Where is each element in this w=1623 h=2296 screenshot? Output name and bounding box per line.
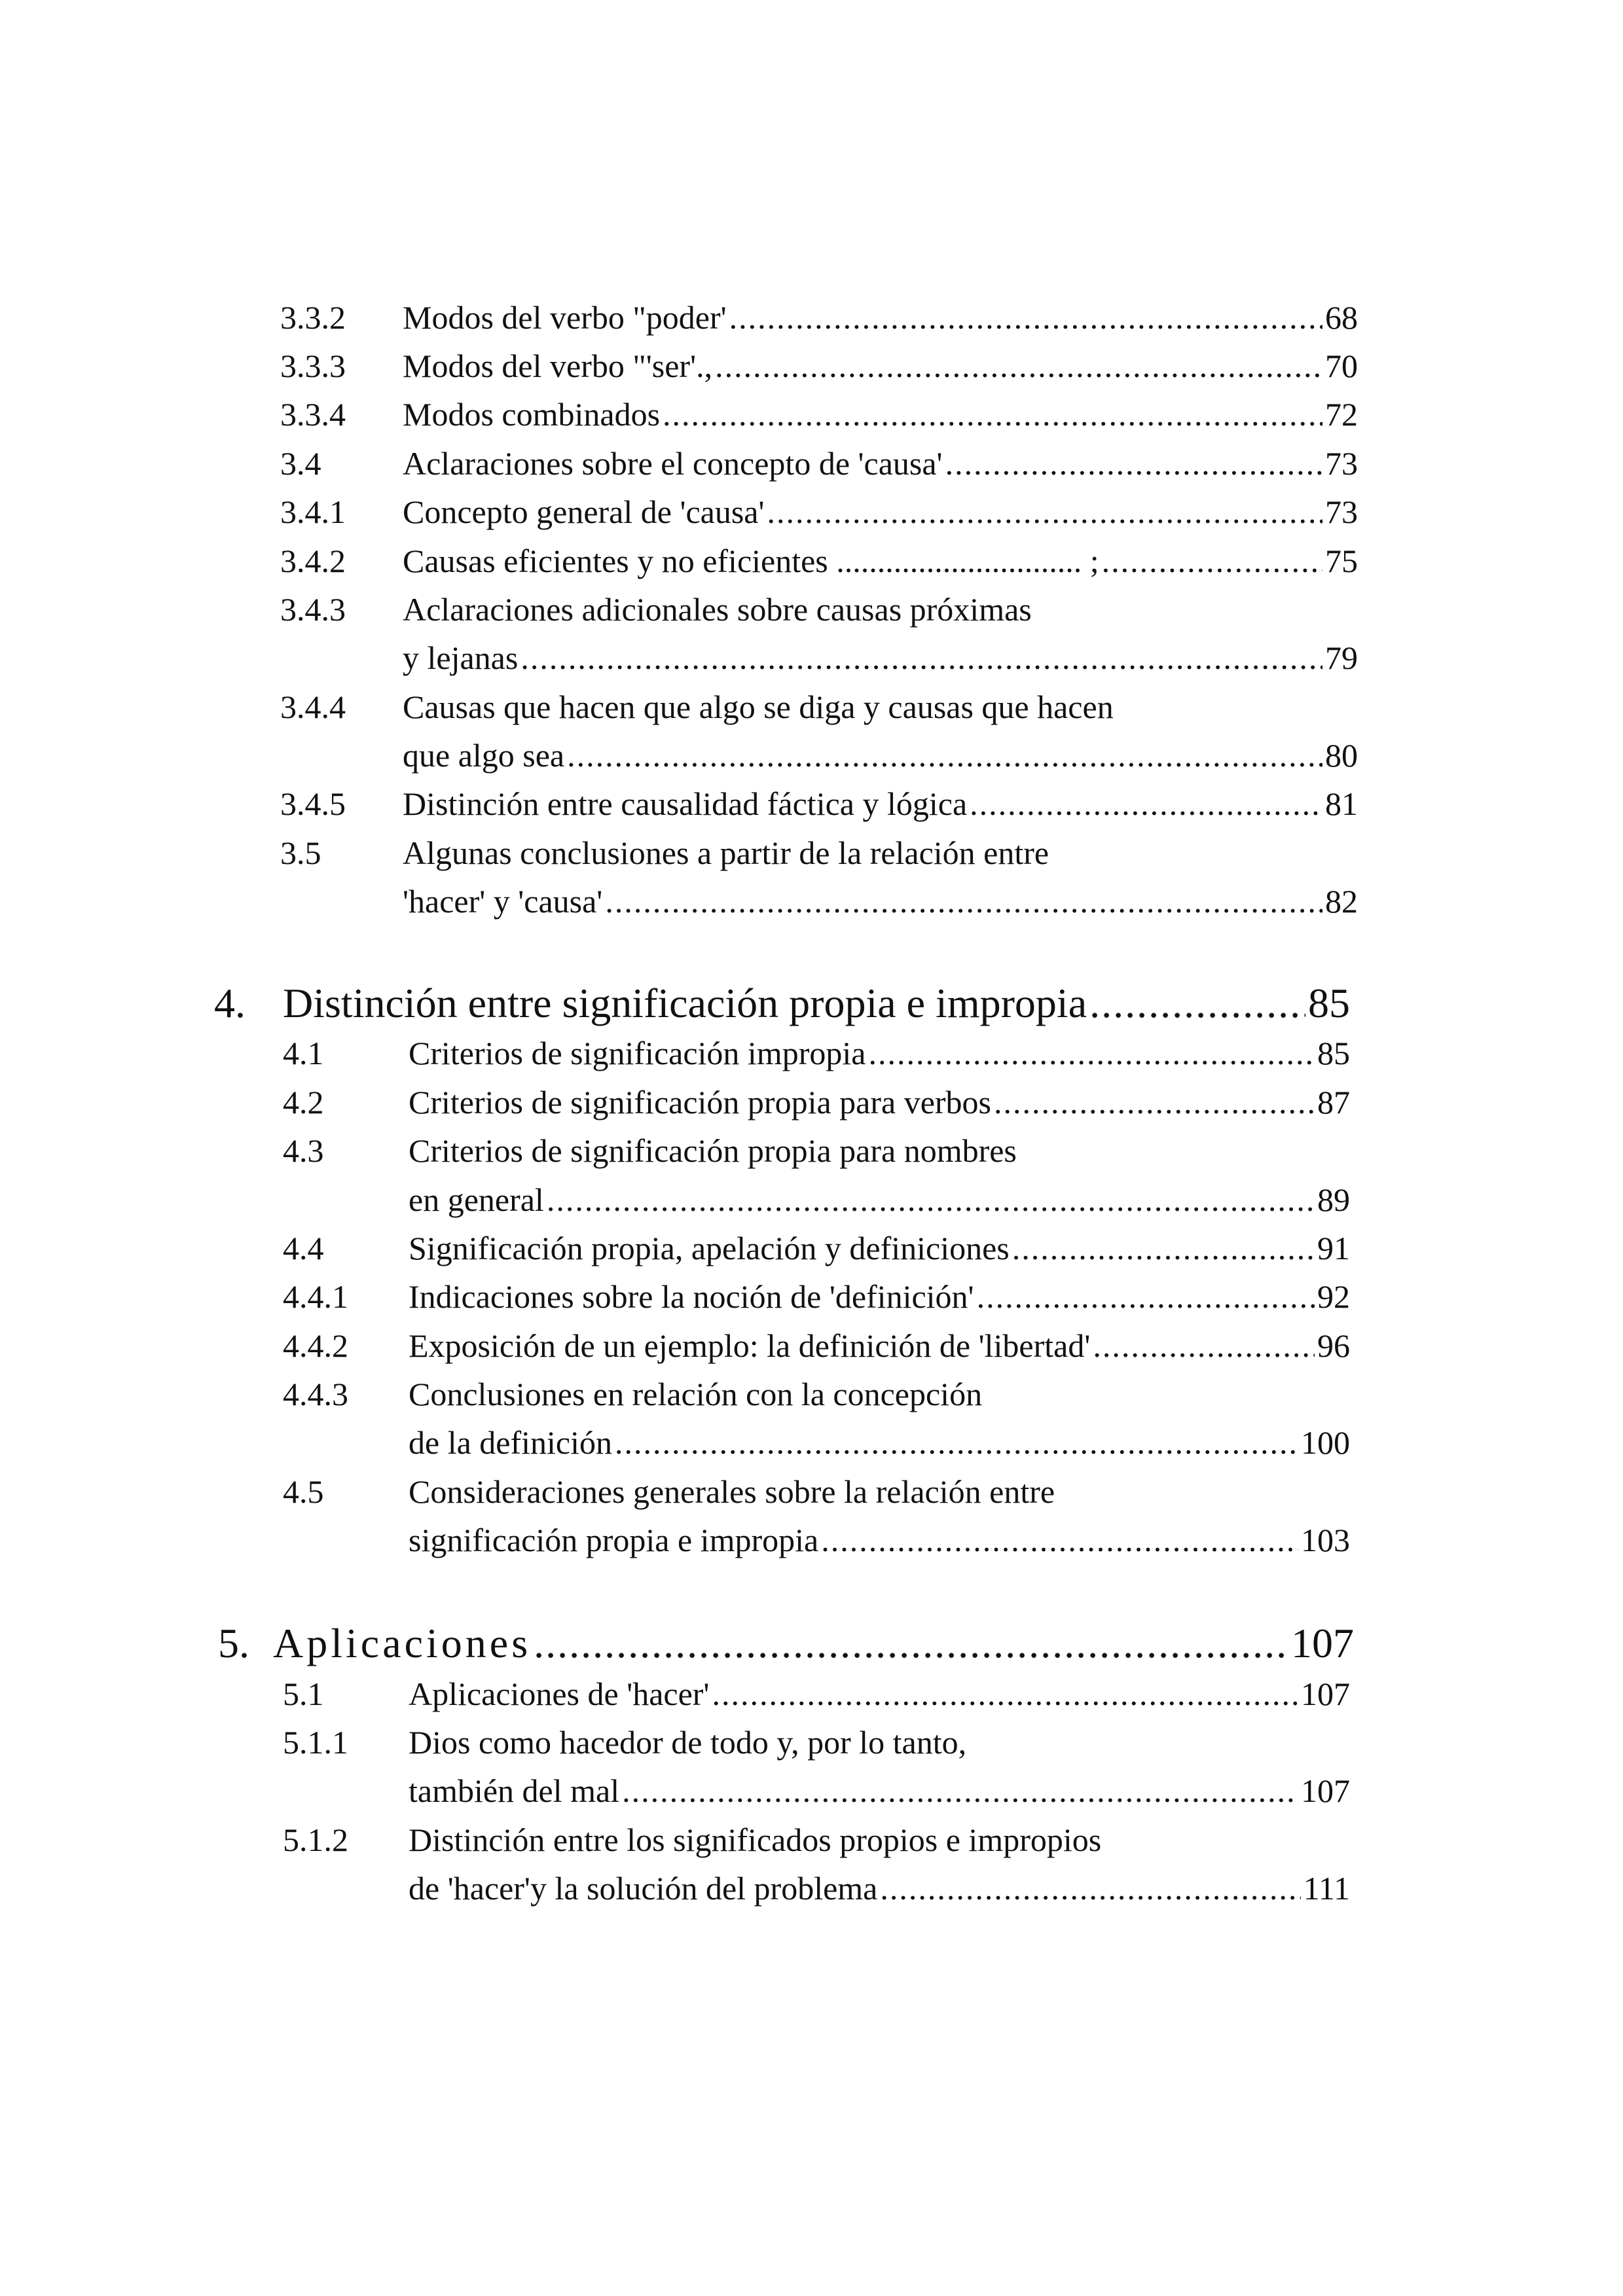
page-number: 81 <box>1325 785 1358 823</box>
entry-body <box>409 1181 1350 1219</box>
toc-entry <box>283 1078 1350 1126</box>
entry-body <box>403 688 1358 726</box>
toc-entry <box>283 1816 1350 1864</box>
entry-title-continuation: que algo sea <box>403 737 565 774</box>
page-number: 68 <box>1325 298 1358 336</box>
entry-title: Distinción entre causalidad fáctica y lógica <box>403 785 968 823</box>
dot-leader <box>615 1424 1298 1462</box>
dot-leader <box>1102 542 1322 580</box>
toc-entry-continuation <box>283 1175 1350 1224</box>
entry-title-continuation: en general <box>409 1181 544 1218</box>
toc-entry <box>283 1224 1350 1272</box>
entry-title: Algunas conclusiones a partir de la relación entre <box>403 834 1049 871</box>
entry-number: 4.1 <box>283 1035 324 1072</box>
page-number: 89 <box>1317 1181 1350 1218</box>
entry-title: Consideraciones generales sobre la relación entre <box>409 1473 1055 1510</box>
page-number: 100 <box>1301 1424 1350 1462</box>
dot-leader <box>547 1181 1315 1219</box>
dot-leader <box>1089 979 1305 1028</box>
entry-body <box>403 882 1358 920</box>
page-number: 75 <box>1325 542 1358 579</box>
toc-entry <box>283 1272 1350 1321</box>
page-number: 82 <box>1325 883 1358 920</box>
dot-leader <box>1093 1327 1315 1365</box>
entry-number: 4.2 <box>283 1083 324 1121</box>
entry-body <box>403 590 1358 628</box>
entry-title: Modos combinados <box>403 396 661 433</box>
dot-leader <box>605 882 1322 920</box>
toc-entry <box>280 488 1358 536</box>
entry-body <box>283 979 1350 1028</box>
entry-number: 4.4 <box>283 1229 324 1266</box>
entry-title: Distinción entre los significados propios e impropios <box>409 1821 1102 1858</box>
dot-leader <box>622 1772 1298 1810</box>
entry-title: Dios como hacedor de todo y, por lo tanto, <box>409 1723 967 1761</box>
entry-number: 3.4.4 <box>280 688 346 725</box>
dot-leader <box>970 785 1322 823</box>
entry-body <box>273 1619 1354 1668</box>
entry-body <box>403 395 1358 433</box>
dot-leader <box>868 1034 1315 1072</box>
entry-title: Aplicaciones de 'hacer' <box>409 1675 710 1712</box>
dot-leader <box>821 1521 1298 1559</box>
entry-title: Aclaraciones adicionales sobre causas próximas <box>403 590 1032 628</box>
toc-entry <box>280 683 1358 731</box>
entry-title-continuation: de la definición <box>409 1424 612 1462</box>
page-number: 80 <box>1325 737 1358 774</box>
dot-leader <box>767 493 1323 531</box>
entry-title: Modos del verbo "'ser'., <box>403 347 713 384</box>
toc-entry <box>283 1370 1350 1418</box>
entry-title-continuation: significación propia e impropia <box>409 1522 819 1559</box>
toc-entry <box>280 780 1358 828</box>
page-number: 70 <box>1325 347 1358 384</box>
entry-title: Causas que hacen que algo se diga y causas que hacen <box>403 688 1114 725</box>
dot-leader <box>994 1083 1315 1121</box>
entry-title: Criterios de significación propia para verbos <box>409 1083 991 1121</box>
toc-entry-continuation <box>283 1767 1350 1815</box>
entry-body <box>409 1772 1350 1810</box>
toc-entry-continuation <box>280 634 1358 682</box>
entry-title-continuation: y lejanas <box>403 639 519 677</box>
entry-number: 4.3 <box>283 1132 324 1170</box>
entry-number: 3.4.1 <box>280 493 346 531</box>
toc-entry <box>283 1718 1350 1767</box>
entry-body <box>403 834 1358 872</box>
toc-entry-continuation <box>283 1418 1350 1467</box>
toc-entry <box>283 1029 1350 1077</box>
entry-body <box>409 1473 1350 1511</box>
dot-leader <box>880 1869 1300 1907</box>
entry-title: Indicaciones sobre la noción de 'definición' <box>409 1278 974 1316</box>
entry-number: 4.4.2 <box>283 1327 348 1364</box>
entry-number: 3.4.5 <box>280 785 346 823</box>
dot-leader <box>729 298 1322 336</box>
page-number: 103 <box>1301 1522 1350 1559</box>
page-number: 85 <box>1317 1035 1350 1072</box>
entry-body <box>409 1132 1350 1170</box>
page-number: 96 <box>1317 1327 1350 1364</box>
dot-leader <box>715 347 1322 385</box>
entry-number: 3.4 <box>280 444 321 482</box>
entry-number: 4.5 <box>283 1473 324 1510</box>
dot-leader <box>534 1619 1288 1668</box>
entry-number: 4.4.1 <box>283 1278 348 1316</box>
entry-number: 3.4.2 <box>280 542 346 579</box>
toc-entry <box>280 293 1358 342</box>
entry-body <box>403 493 1358 531</box>
entry-body <box>409 1424 1350 1462</box>
entry-number: 5.1 <box>283 1675 324 1712</box>
entry-title: Significación propia, apelación y definiciones <box>409 1229 1010 1266</box>
toc-entry <box>280 829 1358 877</box>
entry-title-continuation: 'hacer' y 'causa' <box>403 883 603 920</box>
entry-body <box>403 347 1358 385</box>
entry-number: 3.3.2 <box>280 298 346 336</box>
page-number: 79 <box>1325 639 1358 677</box>
entry-body <box>409 1229 1350 1267</box>
toc-entry <box>280 585 1358 634</box>
dot-leader <box>945 444 1322 482</box>
entry-body <box>409 1278 1350 1316</box>
entry-number: 5. <box>218 1619 249 1666</box>
toc-entry <box>280 439 1358 488</box>
entry-title: Criterios de significación impropia <box>409 1035 866 1072</box>
entry-title: Modos del verbo "poder' <box>403 298 727 336</box>
toc-entry <box>280 390 1358 439</box>
entry-number: 3.4.3 <box>280 590 346 628</box>
entry-number: 4. <box>214 979 246 1026</box>
page-number: 107 <box>1301 1772 1350 1810</box>
entry-number: 3.3.4 <box>280 396 346 433</box>
entry-body <box>409 1375 1350 1413</box>
page-number: 91 <box>1317 1229 1350 1266</box>
entry-body <box>409 1327 1350 1365</box>
toc-entry-continuation <box>280 731 1358 780</box>
page-number: 85 <box>1308 979 1350 1026</box>
page-number: 73 <box>1325 444 1358 482</box>
toc-chapter-entry <box>214 979 1350 1028</box>
entry-number: 3.5 <box>280 834 321 871</box>
page-number: 87 <box>1317 1083 1350 1121</box>
page-number: 92 <box>1317 1278 1350 1316</box>
dot-leader <box>1012 1229 1315 1267</box>
dot-leader <box>567 736 1322 774</box>
entry-body <box>403 785 1358 823</box>
entry-number: 5.1.2 <box>283 1821 348 1858</box>
entry-body <box>409 1083 1350 1121</box>
entry-number: 5.1.1 <box>283 1723 348 1761</box>
entry-title-continuation: también del mal <box>409 1772 620 1810</box>
entry-body <box>409 1034 1350 1072</box>
entry-title: Causas eficientes y no eficientes .............................. ; <box>403 542 1099 579</box>
entry-body <box>409 1723 1350 1761</box>
entry-body <box>409 1521 1350 1559</box>
toc-entry <box>283 1126 1350 1175</box>
entry-body <box>409 1821 1350 1859</box>
entry-body <box>403 736 1358 774</box>
entry-body <box>403 639 1358 677</box>
page-number: 107 <box>1301 1675 1350 1712</box>
toc-entry <box>283 1467 1350 1516</box>
toc-entry-continuation <box>280 877 1358 925</box>
entry-title: Criterios de significación propia para nombres <box>409 1132 1017 1170</box>
entry-title: Concepto general de 'causa' <box>403 493 765 531</box>
toc-entry <box>280 537 1358 585</box>
toc-entry <box>283 1670 1350 1718</box>
dot-leader <box>977 1278 1315 1316</box>
page-number: 73 <box>1325 493 1358 531</box>
entry-title: Distinción entre significación propia e impropia <box>283 979 1087 1026</box>
entry-number: 4.4.3 <box>283 1376 348 1413</box>
entry-number: 3.3.3 <box>280 347 346 384</box>
toc-chapter-entry <box>218 1619 1354 1668</box>
entry-title: Aplicaciones <box>273 1619 532 1666</box>
toc-entry <box>280 342 1358 390</box>
toc-entry-continuation <box>283 1516 1350 1564</box>
page-number: 72 <box>1325 396 1358 433</box>
entry-title: Exposición de un ejemplo: la definición de 'libertad' <box>409 1327 1091 1364</box>
toc-entry-continuation <box>283 1864 1350 1912</box>
entry-title: Aclaraciones sobre el concepto de 'causa' <box>403 444 943 482</box>
page-number: 111 <box>1303 1870 1350 1907</box>
dot-leader <box>520 639 1322 677</box>
dot-leader <box>712 1675 1298 1713</box>
entry-title-continuation: de 'hacer'y la solución del problema <box>409 1870 878 1907</box>
entry-body <box>409 1675 1350 1713</box>
page-number: 107 <box>1291 1619 1354 1666</box>
entry-title: Conclusiones en relación con la concepción <box>409 1376 983 1413</box>
entry-body <box>409 1869 1350 1907</box>
dot-leader <box>663 395 1322 433</box>
entry-body <box>403 444 1358 482</box>
toc-entry <box>283 1321 1350 1370</box>
entry-body <box>403 298 1358 336</box>
entry-body <box>403 542 1358 580</box>
